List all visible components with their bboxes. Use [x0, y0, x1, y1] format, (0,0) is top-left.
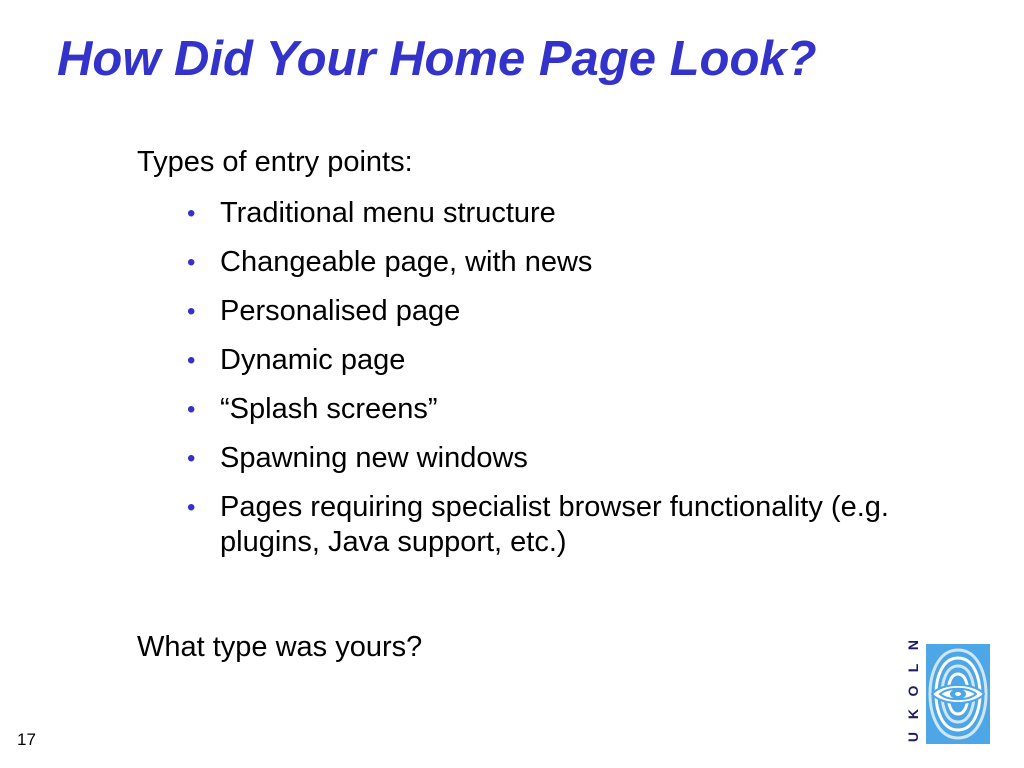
bullet-text: Pages requiring specialist browser functionality (e.g. plugins, Java support, etc.)	[220, 491, 889, 558]
bullet-text: Traditional menu structure	[220, 197, 556, 229]
bullet-item	[183, 490, 943, 560]
bullet-item	[183, 196, 943, 231]
bullet-text: Spawning new windows	[220, 442, 528, 474]
bullet-dot-icon: •	[187, 494, 196, 521]
ukoln-eye-logo-icon	[926, 644, 990, 744]
bullet-list	[183, 196, 943, 574]
ukoln-logo	[902, 636, 992, 746]
bullet-item	[183, 294, 943, 329]
logo-letter: K	[905, 708, 921, 720]
bullet-dot-icon: •	[187, 249, 196, 276]
intro-text: Types of entry points:	[137, 146, 413, 178]
slide-title: How Did Your Home Page Look?	[57, 32, 817, 86]
logo-letter: N	[905, 639, 921, 651]
bullet-item	[183, 245, 943, 280]
question-text: What type was yours?	[137, 631, 423, 663]
bullet-dot-icon: •	[187, 298, 196, 325]
page-number: 17	[17, 730, 36, 749]
bullet-item	[183, 392, 943, 427]
bullet-text: Changeable page, with news	[220, 246, 593, 278]
logo-letter: U	[905, 731, 921, 743]
bullet-dot-icon: •	[187, 347, 196, 374]
bullet-text: “Splash screens”	[220, 393, 438, 425]
bullet-dot-icon: •	[187, 200, 196, 227]
bullet-dot-icon: •	[187, 445, 196, 472]
logo-letters	[902, 636, 924, 746]
bullet-text: Dynamic page	[220, 344, 406, 376]
bullet-dot-icon: •	[187, 396, 196, 423]
bullet-text: Personalised page	[220, 295, 461, 327]
logo-letter: O	[905, 685, 921, 697]
logo-letter: L	[905, 663, 921, 673]
bullet-item	[183, 343, 943, 378]
bullet-item	[183, 441, 943, 476]
